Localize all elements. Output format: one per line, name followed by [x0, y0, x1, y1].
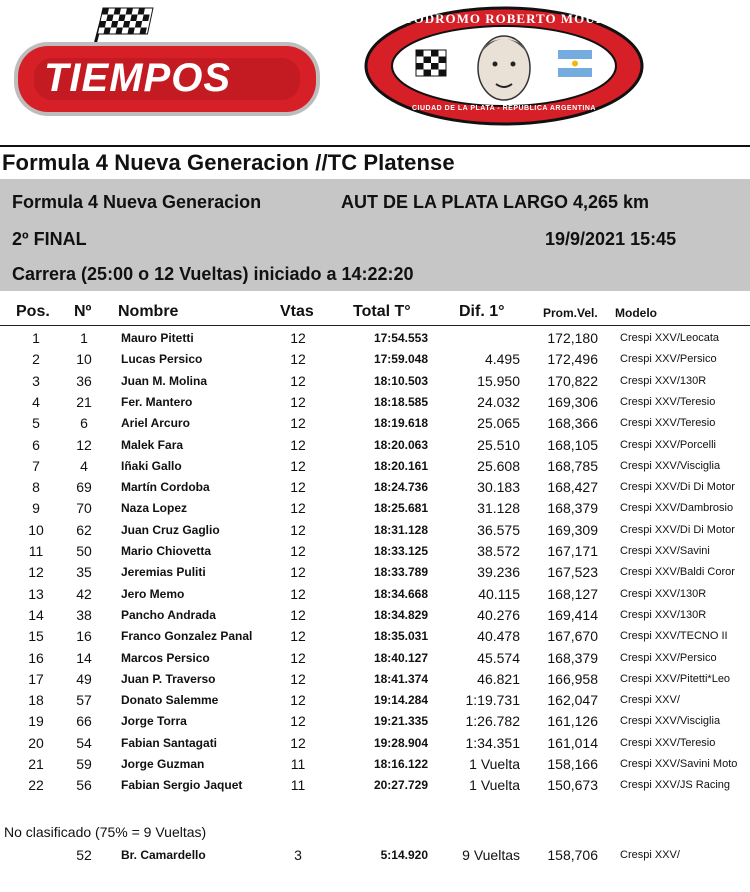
cell-vtas: 11 [290, 756, 306, 772]
cell-modelo: Crespi XXV/Viscigl​ia [620, 715, 721, 728]
cell-nro: 14 [76, 649, 92, 666]
cell-prom: 172,496 [547, 351, 598, 368]
cell-name: Jeremias Puliti [121, 565, 206, 580]
cell-dif: 9 Vueltas [462, 847, 520, 863]
cell-prom: 161,014 [547, 734, 598, 751]
cell-total: 18:33.125 [373, 544, 428, 558]
cell-vtas: 12 [290, 713, 306, 730]
circuit-label: AUT DE LA PLATA LARGO 4,265 km [341, 192, 650, 212]
cell-total: 18:19.618 [373, 416, 428, 431]
cell-name: Mario Chiovetta [121, 544, 212, 558]
cell-prom: 170,822 [547, 372, 598, 389]
cell-name: Martín Cordoba [121, 480, 210, 495]
cell-prom: 167,171 [547, 543, 598, 559]
cell-modelo: Crespi XXV/130R [620, 374, 707, 387]
col-pos-header: Pos. [16, 303, 50, 320]
cell-prom: 167,523 [547, 564, 598, 581]
cell-pos: 1 [32, 330, 40, 346]
cell-pos: 2 [32, 351, 40, 368]
cell-dif: 25.608 [477, 457, 520, 474]
cell-nro: 62 [76, 521, 92, 538]
cell-modelo: Crespi XXV/JS Racing [620, 779, 731, 792]
cell-dif: 1:34.351 [465, 734, 520, 751]
cell-nro: 49 [76, 670, 92, 687]
table-row [0, 775, 750, 796]
cell-vtas: 12 [290, 351, 306, 368]
cell-nro: 50 [76, 543, 92, 559]
cell-prom: 162,047 [547, 692, 598, 709]
cell-name: Fabian Santagati [121, 735, 218, 750]
cell-vtas: 12 [290, 543, 306, 559]
cell-vtas: 12 [290, 734, 306, 751]
autodromo-logo-top-text: AUTODROMO ROBERTO MOURAS [383, 11, 625, 26]
cell-dif: 1 Vuelta [469, 756, 520, 772]
cell-pos: 22 [28, 777, 44, 794]
table-row [0, 845, 750, 866]
cell-total: 18:10.503 [373, 373, 428, 388]
table-row [0, 392, 750, 413]
cell-vtas: 11 [290, 777, 306, 794]
cell-prom: 166,958 [547, 670, 598, 687]
cell-total: 17:54.553 [373, 331, 428, 345]
cell-total: 18:20.161 [373, 458, 428, 473]
table-row [0, 520, 750, 541]
race-info-band [0, 179, 750, 291]
cell-prom: 168,379 [547, 649, 598, 666]
cell-name: Donato Salemme [121, 693, 219, 708]
cell-modelo: Crespi XXV/Di Di Motor [620, 481, 735, 494]
checkered-flag-icon [416, 50, 446, 76]
table-row [0, 349, 750, 370]
cell-name: Juan M. Molina [121, 373, 208, 388]
autodromo-logo [362, 2, 646, 126]
cell-nro: 10 [76, 351, 92, 368]
cell-modelo: Crespi XXV/Visciglia [620, 459, 721, 472]
cell-dif: 40.276 [477, 606, 520, 623]
cell-nro: 69 [76, 479, 92, 496]
cell-pos: 7 [32, 457, 40, 474]
cell-vtas: 12 [290, 564, 306, 581]
cell-nro: 1 [80, 330, 88, 346]
cell-prom: 169,414 [547, 606, 598, 623]
cell-pos: 11 [28, 543, 44, 559]
cell-prom: 150,673 [547, 777, 598, 794]
table-row [0, 371, 750, 392]
cell-modelo: Crespi XXV/Teresio [620, 417, 716, 430]
cell-vtas: 12 [290, 479, 306, 496]
cell-total: 18:33.789 [373, 565, 428, 580]
col-dif-header: Dif. 1° [459, 303, 505, 320]
cell-name: Jero Memo [121, 586, 185, 601]
cell-dif: 36.575 [477, 521, 520, 538]
cell-total: 18:20.063 [373, 437, 428, 452]
not-classified-label: No clasificado (75% = 9 Vueltas) [4, 824, 207, 840]
cell-modelo: Crespi XXV/Pitetti*Leo [620, 672, 731, 685]
portrait-icon [478, 36, 530, 100]
cell-modelo: Crespi XXV/130R [620, 587, 707, 600]
cell-modelo: Crespi XXV/Porcelli [620, 438, 716, 451]
cell-prom: 158,166 [547, 756, 598, 772]
cell-nro: 36 [76, 372, 92, 389]
col-nro-header: Nº [74, 303, 92, 320]
table-row [0, 456, 750, 477]
cell-nro: 42 [76, 585, 92, 602]
cell-vtas: 3 [294, 847, 302, 863]
session-label: 2º FINAL [12, 229, 87, 249]
table-row [0, 435, 750, 456]
cell-pos: 9 [32, 500, 40, 517]
cell-dif: 40.478 [477, 628, 520, 645]
argentina-flag-icon [558, 50, 592, 77]
tiempos-logo-text: TIEMPOS [44, 56, 232, 100]
cell-vtas: 12 [290, 372, 306, 389]
cell-modelo: Crespi XXV/Baldi Coror [620, 566, 735, 579]
table-row [0, 669, 750, 690]
cell-dif: 39.236 [477, 564, 520, 581]
cell-total: 18:24.736 [373, 480, 428, 495]
cell-modelo: Crespi XXV/Leocata [620, 332, 720, 344]
cell-modelo: Crespi XXV/Di Di Motor [620, 523, 735, 536]
cell-total: 19:21.335 [373, 714, 428, 729]
cell-vtas: 12 [290, 585, 306, 602]
cell-nro: 66 [76, 713, 92, 730]
datetime-label: 19/9/2021 15:45 [545, 229, 677, 249]
cell-modelo: Crespi XXV/Dambrosio [620, 502, 734, 515]
cell-dif: 31.128 [477, 500, 520, 517]
cell-prom: 168,427 [547, 479, 598, 496]
cell-vtas: 12 [290, 457, 306, 474]
cell-total: 17:59.048 [373, 352, 428, 367]
cell-total: 18:34.668 [373, 586, 428, 601]
table-row [0, 711, 750, 732]
cell-nro: 16 [76, 628, 92, 645]
cell-pos: 20 [28, 734, 44, 751]
cell-name: Mauro Pitetti [121, 331, 194, 345]
cell-name: Pancho Andrada [121, 607, 216, 622]
col-total-header: Total T° [353, 303, 411, 320]
col-vtas-header: Vtas [280, 303, 314, 320]
table-row [0, 498, 750, 519]
cell-total: 18:41.374 [373, 671, 428, 686]
cell-vtas: 12 [290, 500, 306, 517]
cell-nro: 57 [76, 692, 92, 709]
cell-name: Iñaki Gallo [121, 458, 182, 473]
cell-pos: 18 [28, 692, 44, 709]
cell-nro: 54 [76, 734, 92, 751]
cell-prom: 172,180 [547, 330, 598, 346]
cell-total: 18:18.585 [373, 394, 428, 409]
col-modelo-header: Modelo [615, 306, 657, 320]
table-row [0, 541, 750, 562]
cell-nro: 56 [76, 777, 92, 794]
table-row [0, 733, 750, 754]
cell-prom: 169,309 [547, 521, 598, 538]
cell-total: 18:34.829 [373, 607, 428, 622]
table-row [0, 562, 750, 583]
cell-modelo: Crespi XXV/Teresio [620, 736, 716, 749]
cell-name: Marcos Persico [121, 650, 210, 665]
cell-nro: 35 [76, 564, 92, 581]
page-title: Formula 4 Nueva Generacion //TC Platense [2, 150, 455, 175]
cell-dif: 1 Vuelta [469, 777, 520, 794]
table-row [0, 690, 750, 711]
category-label: Formula 4 Nueva Generacion [12, 192, 262, 212]
cell-dif: 40.115 [478, 585, 520, 602]
cell-dif: 1:26.782 [465, 713, 520, 730]
cell-dif: 1:19.731 [465, 692, 520, 709]
cell-prom: 161,126 [547, 713, 598, 730]
table-row [0, 626, 750, 647]
cell-modelo: Crespi XXV/ [620, 694, 680, 707]
cell-prom: 168,379 [547, 500, 598, 517]
cell-prom: 168,785 [547, 457, 598, 474]
table-row [0, 413, 750, 434]
cell-total: 18:31.128 [373, 522, 428, 537]
cell-prom: 168,105 [547, 436, 598, 453]
cell-pos: 5 [32, 415, 40, 432]
cell-name: Lucas Persico [121, 352, 203, 367]
cell-name: Fabian Sergio Jaquet [121, 778, 243, 793]
cell-nro: 38 [76, 606, 92, 623]
cell-vtas: 12 [290, 436, 306, 453]
cell-pos: 17 [28, 670, 44, 687]
cell-nro: 12 [76, 436, 92, 453]
col-name-header: Nombre [118, 303, 179, 320]
cell-pos: 12 [28, 564, 44, 581]
cell-name: Fer. Mantero [121, 394, 193, 409]
cell-modelo: Crespi XXV/TECNO II [620, 630, 728, 643]
tiempos-logo [8, 4, 326, 122]
cell-vtas: 12 [290, 649, 306, 666]
cell-nro: 52 [76, 847, 92, 863]
race-label: Carrera (25:00 o 12 Vueltas) iniciado a 14:22:20 [12, 264, 414, 284]
table-row [0, 584, 750, 605]
autodromo-logo-bottom-text: CIUDAD DE LA PLATA - REPUBLICA ARGENTINA [412, 105, 596, 112]
cell-name: Ariel Arcuro [121, 416, 190, 431]
cell-dif: 4.495 [484, 351, 520, 368]
cell-total: 18:25.681 [373, 501, 428, 516]
cell-modelo: Crespi XXV/ [620, 849, 680, 861]
cell-vtas: 12 [290, 393, 306, 410]
cell-total: 19:14.284 [373, 693, 428, 708]
cell-vtas: 12 [290, 606, 306, 623]
cell-total: 19:28.904 [373, 735, 428, 750]
cell-total: 20:27.729 [373, 778, 428, 793]
cell-nro: 21 [76, 393, 92, 410]
cell-modelo: Crespi XXV/Persico [620, 651, 717, 664]
cell-dif: 25.510 [477, 436, 520, 453]
cell-vtas: 12 [290, 628, 306, 645]
cell-modelo: Crespi XXV/Savini Moto [620, 758, 738, 770]
cell-prom: 167,670 [547, 628, 598, 645]
cell-dif: 24.032 [477, 393, 520, 410]
cell-name: Jorge Torra [121, 714, 187, 729]
table-row [0, 328, 750, 349]
cell-modelo: Crespi XXV/Teresio [620, 395, 716, 408]
table-row [0, 605, 750, 626]
table-row [0, 477, 750, 498]
cell-total: 18:35.031 [373, 629, 428, 644]
cell-pos: 6 [32, 436, 40, 453]
top-rule [0, 145, 750, 147]
cell-prom: 168,127 [547, 585, 598, 602]
cell-pos: 21 [28, 756, 44, 772]
table-row [0, 754, 750, 775]
cell-pos: 19 [28, 713, 44, 730]
header-rule [0, 325, 750, 326]
cell-pos: 16 [28, 649, 44, 666]
cell-pos: 13 [28, 585, 44, 602]
cell-name: Naza Lopez [121, 501, 188, 516]
cell-total: 18:16.122 [373, 757, 428, 771]
cell-prom: 158,706 [547, 847, 598, 863]
cell-total: 5:14.920 [380, 848, 428, 862]
cell-pos: 14 [28, 606, 44, 623]
cell-nro: 70 [76, 500, 92, 517]
cell-name: Juan P. Traverso [121, 671, 216, 686]
cell-vtas: 12 [290, 521, 306, 538]
cell-nro: 59 [76, 756, 92, 772]
cell-dif: 45.574 [477, 649, 520, 666]
cell-prom: 169,306 [547, 393, 598, 410]
cell-total: 18:40.127 [373, 650, 428, 665]
cell-name: Malek Fara [121, 437, 184, 452]
cell-name: Jorge Guzman [121, 757, 205, 771]
cell-vtas: 12 [290, 670, 306, 687]
cell-name: Juan Cruz Gaglio [121, 522, 220, 537]
cell-pos: 4 [32, 393, 40, 410]
cell-vtas: 12 [290, 415, 306, 432]
cell-nro: 6 [80, 415, 88, 432]
cell-modelo: Crespi XXV/Persico [620, 353, 717, 366]
cell-vtas: 12 [290, 692, 306, 709]
cell-pos: 10 [28, 521, 44, 538]
cell-pos: 8 [32, 479, 40, 496]
cell-modelo: Crespi XXV/Savini [620, 545, 710, 557]
cell-dif: 15.950 [477, 372, 520, 389]
cell-nro: 4 [80, 457, 88, 474]
col-prom-header: Prom.Vel. [543, 306, 598, 320]
table-row [0, 648, 750, 669]
cell-dif: 25.065 [477, 415, 520, 432]
cell-dif: 46.821 [477, 670, 520, 687]
cell-vtas: 12 [290, 330, 306, 346]
cell-prom: 168,366 [547, 415, 598, 432]
cell-name: Franco Gonzalez Panal [121, 629, 253, 644]
cell-pos: 3 [32, 372, 40, 389]
cell-dif: 38.572 [477, 543, 520, 559]
cell-dif: 30.183 [477, 479, 520, 496]
cell-modelo: Crespi XXV/130R [620, 608, 707, 621]
cell-name: Br. Camardello [121, 848, 206, 862]
cell-pos: 15 [28, 628, 44, 645]
